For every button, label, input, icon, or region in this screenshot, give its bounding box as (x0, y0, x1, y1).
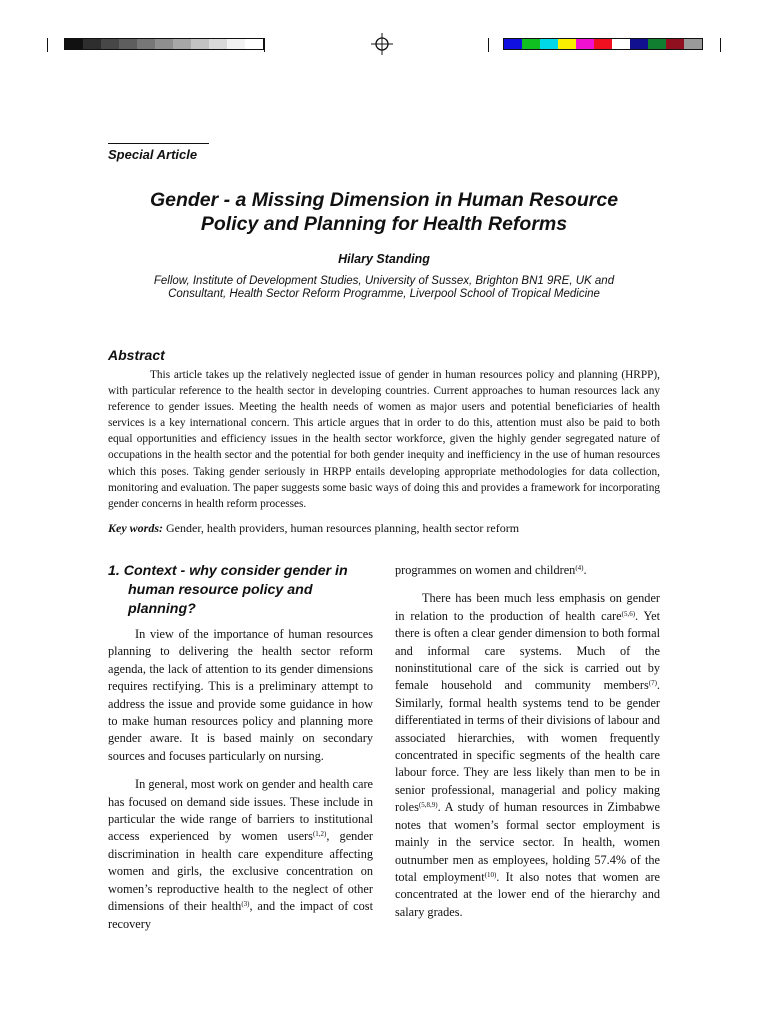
color-calibration-bar (503, 38, 703, 50)
gray-swatch (101, 39, 119, 49)
text-run: In general, most work on gender and health care has focused on demand side issues. These include in particular the wide range of barriers to institutional access experienced by women users (108, 777, 373, 844)
color-swatch (576, 39, 594, 49)
keywords (108, 521, 668, 536)
gray-swatch (191, 39, 209, 49)
gray-swatch (65, 39, 83, 49)
affiliation-line-1: Fellow, Institute of Development Studies, University of Sussex, Brighton BN1 9RE, UK and (153, 275, 615, 287)
gray-swatch (83, 39, 101, 49)
gray-swatch (173, 39, 191, 49)
section-label-rule (108, 143, 209, 144)
gray-swatch (137, 39, 155, 49)
body-column-left (108, 562, 373, 944)
citation: (5,8,9) (418, 801, 438, 810)
color-swatch (504, 39, 522, 49)
text-run: , and the impact of cost recovery (108, 899, 373, 931)
color-swatch (684, 39, 702, 49)
color-swatch (522, 39, 540, 49)
keywords-label: Key words: (108, 521, 163, 535)
body-paragraph: In view of the importance of human resources planning to delivering the health sector reform agenda, the lack of attention to its gender dimensions requires rectifying. This is a preliminary attempt to address the issue and provide some guidance in how to make human resources policy and planning more gender aware. It is based mainly on secondary sources and focuses particularly on nursing. (108, 627, 373, 763)
title-line-2: Policy and Planning for Health Reforms (200, 213, 568, 235)
title-line-1: Gender - a Missing Dimension in Human Resource (149, 189, 619, 211)
citation: (10) (484, 870, 497, 879)
gray-swatch (119, 39, 137, 49)
body-paragraph (395, 590, 660, 921)
text-run: programmes on women and children (395, 563, 576, 577)
color-swatch (630, 39, 648, 49)
body-column-right (395, 562, 660, 932)
grayscale-calibration-bar (64, 38, 264, 50)
text-run: . A study of human resources in Zimbabwe notes that women’s formal sector employment is mainly in the service sector. In health, women outnumber men as employees, holding 57.4% of the total employment (395, 800, 660, 884)
keywords-text: Gender, health providers, human resources planning, health sector reform (166, 521, 520, 535)
gray-swatch (227, 39, 245, 49)
citation: (7) (648, 679, 657, 688)
color-swatch (612, 39, 630, 49)
color-swatch (594, 39, 612, 49)
text-run: . It also notes that women are concentrated at the lower end of the hierarchy and salary grades. (395, 869, 661, 919)
crop-mark-right (720, 38, 721, 52)
text-run: There has been much less emphasis on gender in relation to the production of health care (395, 591, 660, 623)
text-run: , gender discrimination in health care expenditure affecting women and girls, the exclusive concentration on women’s reproductive health to the neglect of other dimensions of their health (108, 829, 373, 914)
article-title (60, 188, 708, 236)
section-heading: 1. Context - why consider gender in human resource policy and planning? (108, 563, 348, 617)
crop-mark-left (47, 38, 48, 52)
affiliation-line-2: Consultant, Health Sector Reform Programme, Liverpool School of Tropical Medicine (168, 287, 600, 300)
author-name: Hilary Standing (338, 252, 430, 266)
gray-swatch (155, 39, 173, 49)
body-paragraph (395, 562, 660, 579)
gray-swatch (209, 39, 227, 49)
registration-crosshair-icon (371, 33, 393, 55)
author-affiliation (90, 275, 678, 300)
section-label: Special Article (108, 147, 198, 162)
color-swatch (558, 39, 576, 49)
citation: (1,2) (312, 830, 327, 839)
text-run: . (583, 563, 587, 577)
crop-mark-color-start (488, 38, 489, 52)
color-swatch (540, 39, 558, 49)
citation: (3) (241, 900, 250, 909)
citation: (4) (575, 564, 584, 572)
text-run: . Yet there is often a clear gender dimension to both formal and informal care systems. Much of the noninstitutional care of the sick is carried out by female household and community members (395, 608, 661, 693)
citation: (5,6) (621, 609, 636, 618)
gray-swatch (245, 39, 263, 49)
abstract-heading: Abstract (108, 347, 165, 363)
color-swatch (666, 39, 684, 49)
abstract-text: This article takes up the relatively neglected issue of gender in human resources policy and planning (HRPP), with particular reference to the health sector in developing countries. Current approaches to human resources lack any reference to gender issues. Meeting the health needs of women as major users and potential beneficiaries of health services is a key international concern. This article argues that in order to do this, attention must also be paid to both equal opportunities and efficiency issues in the health sector workforce, given the highly gender segregated nature of occupations in the health sector and the potential for both gender inequity and inefficiency in the use of human resources which this poses. Taking gender seriously in HRPP entails developing appropriate methodologies for data collection, monitoring and evaluation. The paper suggests some basic ways of doing this and provides a framework for incorporating gender concerns in health reform processes. (108, 369, 660, 510)
crop-mark-gray-end (264, 38, 265, 52)
text-run: . Similarly, formal health systems tend to be gender differentiated in terms of their divisions of labour and associated hierarchies, with women frequently concentrated in specific segments of the health care labour force. They are less likely than men to be in senior professional, managerial and policy making roles (395, 678, 660, 815)
printer-marks (0, 38, 768, 52)
color-swatch (648, 39, 666, 49)
body-paragraph (108, 776, 373, 933)
